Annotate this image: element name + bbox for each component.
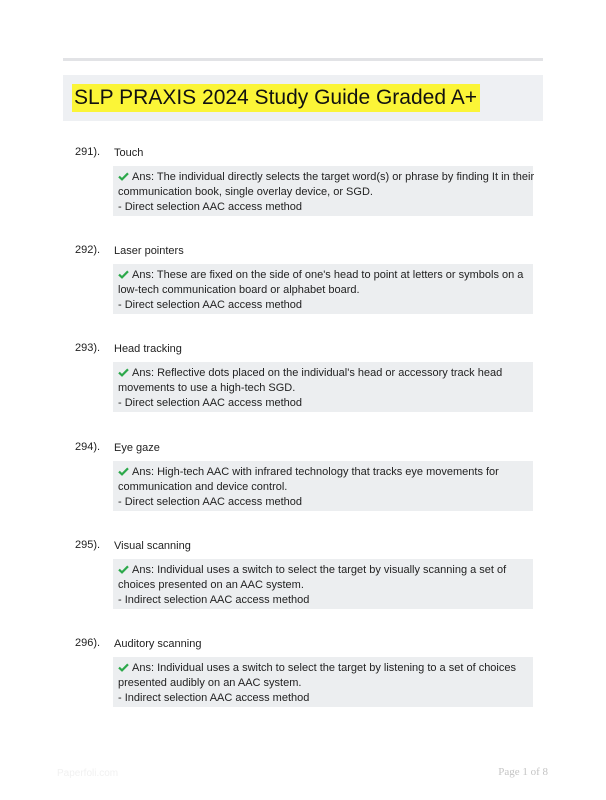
answer-text: Ans: Individual uses a switch to select the target by listening to a set of choices (132, 662, 516, 674)
answer-text-cont: low-tech communication board or alphabet board. (118, 284, 360, 296)
answer-category: - Direct selection AAC access method (118, 496, 303, 508)
watermark-text: Paperfoli.com (57, 768, 119, 779)
answer-text: Ans: Individual uses a switch to select the target by visually scanning a set of (132, 564, 507, 576)
answer-text: Ans: Reflective dots placed on the individual's head or accessory track head (132, 367, 503, 379)
answer-category: - Direct selection AAC access method (118, 201, 303, 213)
answer-box (113, 657, 533, 707)
question-term: Auditory scanning (114, 638, 202, 650)
title-banner (63, 75, 543, 121)
check-icon (118, 368, 129, 377)
answer-category: - Direct selection AAC access method (118, 397, 303, 409)
question-number: 295). (75, 539, 101, 551)
question-term: Laser pointers (114, 245, 184, 257)
check-icon (118, 467, 129, 476)
answer-text: Ans: High-tech AAC with infrared technology that tracks eye movements for (132, 466, 499, 478)
answer-text-cont: communication book, single overlay device, or SGD. (118, 186, 373, 198)
answer-box (113, 166, 533, 216)
question-term: Visual scanning (114, 540, 191, 552)
answer-box (113, 264, 533, 314)
answer-text: Ans: The individual directly selects the target word(s) or phrase by finding It in their (132, 171, 535, 183)
top-divider (63, 58, 543, 61)
question-number: 293). (75, 342, 101, 354)
question-term: Head tracking (114, 343, 182, 355)
question-term: Eye gaze (114, 442, 160, 454)
question-term: Touch (114, 147, 144, 159)
check-icon (118, 663, 129, 672)
answer-text: Ans: These are fixed on the side of one's head to point at letters or symbols on a (132, 269, 524, 281)
answer-text-cont: presented audibly on an AAC system. (118, 677, 302, 689)
question-number: 291). (75, 146, 101, 158)
page-indicator: Page 1 of 8 (498, 766, 548, 778)
page-title: SLP PRAXIS 2024 Study Guide Graded A+ (72, 84, 480, 112)
answer-box (113, 461, 533, 511)
answer-text-cont: choices presented on an AAC system. (118, 579, 304, 591)
answer-box (113, 559, 533, 609)
answer-category: - Indirect selection AAC access method (118, 692, 310, 704)
answer-box (113, 362, 533, 412)
check-icon (118, 172, 129, 181)
check-icon (118, 565, 129, 574)
question-number: 292). (75, 244, 101, 256)
answer-text-cont: communication and device control. (118, 481, 288, 493)
answer-category: - Indirect selection AAC access method (118, 594, 310, 606)
question-number: 296). (75, 637, 101, 649)
answer-category: - Direct selection AAC access method (118, 299, 303, 311)
question-number: 294). (75, 441, 101, 453)
answer-text-cont: movements to use a high-tech SGD. (118, 382, 296, 394)
check-icon (118, 270, 129, 279)
